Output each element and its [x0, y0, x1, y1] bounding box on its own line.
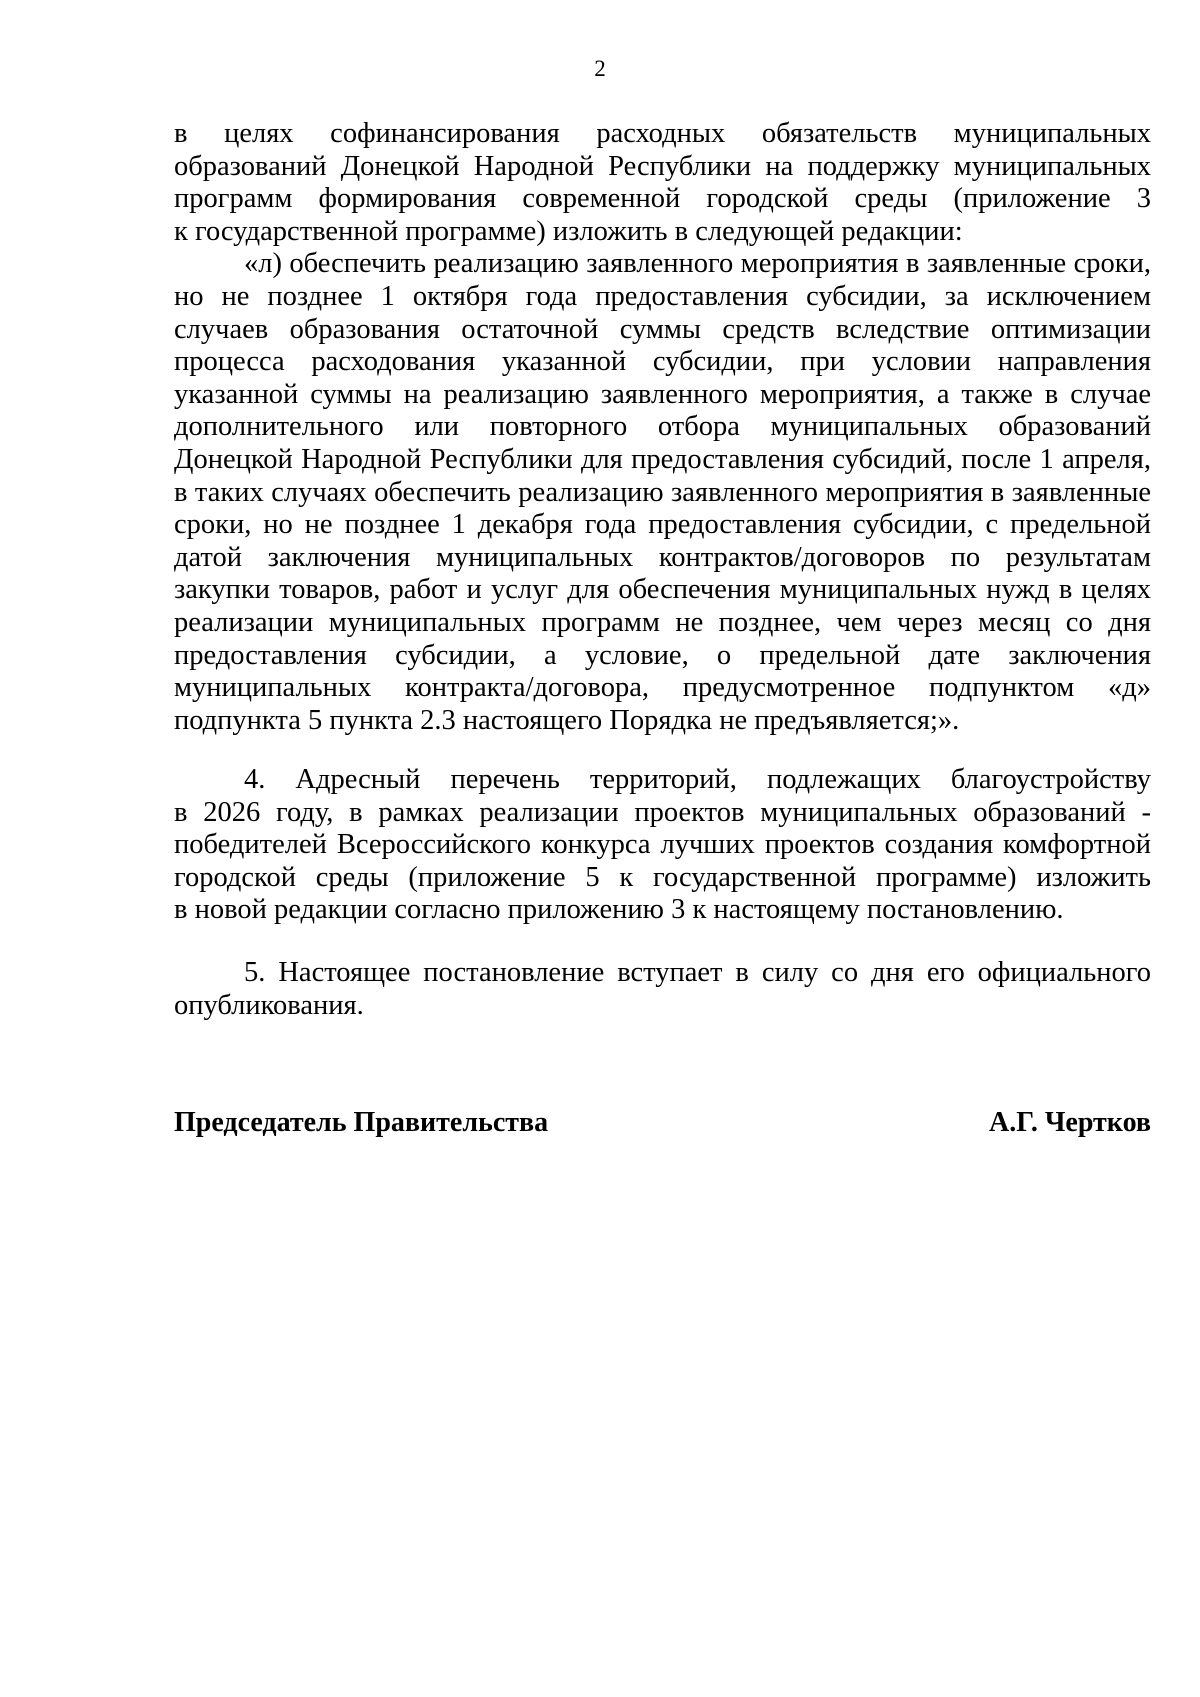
text-line: образований Донецкой Народной Республики на поддержку муниципальных [174, 150, 1151, 182]
signer-name: А.Г. Чертков [989, 1107, 1151, 1138]
text-line: 5. Настоящее постановление вступает в силу со дня его официального [244, 957, 1151, 988]
text-line: закупки товаров, работ и услуг для обеспечения муниципальных нужд в целях [174, 574, 1151, 606]
text-line: «л) обеспечить реализацию заявленного мероприятия в заявленные сроки, [244, 248, 1151, 280]
text-line: городской среды (приложение 5 к государственной программе) изложить [174, 861, 1151, 893]
text-line: муниципальных контракта/договора, предусмотренное подпунктом «д» [174, 672, 1151, 704]
text-line: но не позднее 1 октября года предоставления субсидии, за исключением [174, 280, 1151, 312]
text-line: опубликования. [174, 989, 364, 1021]
text-line: в таких случаях обеспечить реализацию заявленного мероприятия в заявленные [174, 476, 1151, 508]
paragraph-subsidy-amendment [174, 118, 1151, 737]
text-line: случаев образования остаточной суммы средств вследствие оптимизации [174, 313, 1151, 345]
text-line: датой заключения муниципальных контрактов/договоров по результатам [174, 541, 1151, 573]
text-line: победителей Всероссийского конкурса лучших проектов создания комфортной [174, 829, 1151, 861]
page-number: 2 [594, 56, 606, 81]
text-line: в новой редакции согласно приложению 3 к настоящему постановлению. [174, 894, 1064, 926]
text-line: предоставления субсидии, а условие, о предельной дате заключения [174, 639, 1151, 671]
text-line: в целях софинансирования расходных обязательств муниципальных [174, 118, 1151, 149]
text-line: в 2026 году, в рамках реализации проектов муниципальных образований - [174, 796, 1151, 828]
text-line: к государственной программе) изложить в следующей редакции: [174, 215, 963, 247]
text-line: дополнительного или повторного отбора муниципальных образований [174, 411, 1151, 443]
text-line: 4. Адресный перечень территорий, подлежащих благоустройству [244, 764, 1151, 795]
text-line: процесса расходования указанной субсидии, при условии направления [174, 346, 1151, 378]
paragraph-item-5 [174, 957, 1151, 1022]
paragraph-item-4 [174, 764, 1151, 927]
text-line: указанной суммы на реализацию заявленного мероприятия, а также в случае [174, 378, 1151, 410]
text-line: Донецкой Народной Республики для предоставления субсидий, после 1 апреля, [174, 443, 1151, 475]
text-line: сроки, но не позднее 1 декабря года предоставления субсидии, с предельной [174, 509, 1151, 541]
text-line: подпункта 5 пункта 2.3 настоящего Порядка не предъявляется;». [174, 704, 960, 736]
text-line: программ формирования современной городской среды (приложение 3 [174, 183, 1151, 215]
text-line: реализации муниципальных программ не позднее, чем через месяц со дня [174, 606, 1151, 638]
signer-position: Председатель Правительства [174, 1107, 549, 1138]
